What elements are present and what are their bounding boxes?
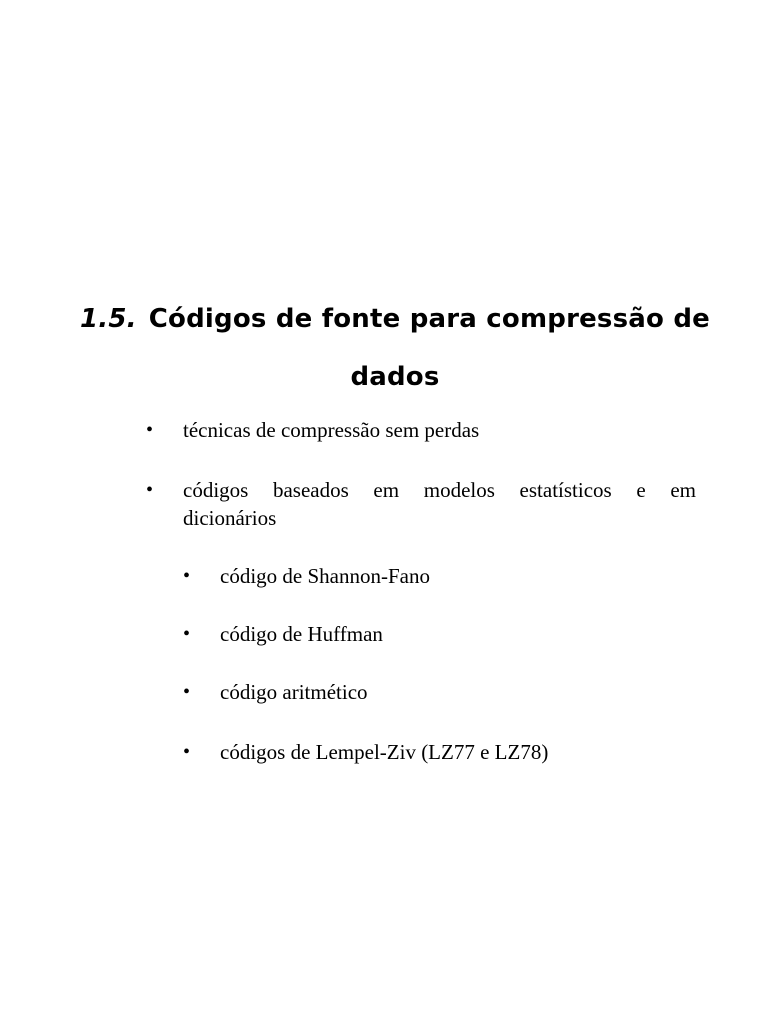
bullet-icon: • — [183, 623, 191, 645]
section-number: 1.5. — [80, 304, 137, 334]
bullet-icon: • — [183, 681, 191, 703]
sub-list-item-text: códigos de Lempel-Ziv (LZ77 e LZ78) — [220, 740, 549, 764]
bullet-icon: • — [146, 479, 154, 501]
bullet-icon: • — [183, 741, 191, 763]
sub-list-item-text: código de Shannon-Fano — [220, 564, 430, 588]
sub-list-item-text: código aritmético — [220, 680, 368, 704]
section-heading — [80, 290, 710, 406]
list-item-text-line-1: códigos baseados em modelos estatísticos e em — [183, 478, 696, 502]
heading-line-1 — [80, 290, 710, 348]
section-title-line-1: Códigos de fonte para compressão de — [148, 304, 710, 334]
bullet-icon: • — [146, 419, 154, 441]
list-item-text: técnicas de compressão sem perdas — [183, 418, 480, 442]
sub-list-item-text: código de Huffman — [220, 622, 383, 646]
list-item-text — [183, 476, 696, 532]
bullet-icon: • — [183, 565, 191, 587]
list-item-text-line-2: dicionários — [183, 506, 277, 530]
section-title-line-2: dados — [350, 362, 440, 392]
